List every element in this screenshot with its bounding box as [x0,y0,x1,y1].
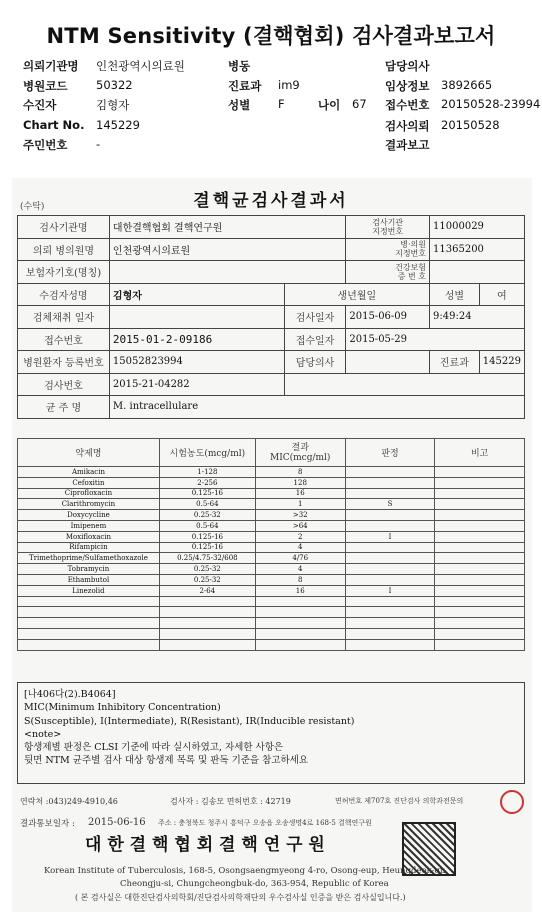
col-remark: 비고 [435,439,525,467]
name-value: 김형자 [109,283,284,306]
hospital-code-label: 병·의원 지정번호 [346,238,430,261]
name-label: 수검자성명 [18,283,110,306]
result-interpretation [345,553,435,564]
result-interpretation: S [345,499,435,510]
sex-value-cell: 여 [479,283,524,306]
report-label: 결과보고 [385,138,430,152]
patient-reg-label: 병원환자 등록번호 [18,351,110,374]
result-row [18,499,525,510]
test-date-label: 검사일자 [284,306,346,329]
result-mic [255,596,345,607]
address-en-2: Cheongju-si, Chungcheongbuk-do, 363-954, Republic of Korea [120,879,389,889]
result-mic: 4 [255,564,345,575]
chart-no-value: 145229 [96,118,140,132]
result-drug [18,596,160,607]
result-range: 2-64 [159,585,255,596]
result-row [18,574,525,585]
specialist: 면허번호 제707호 진단검사 의학과전문의 [335,797,464,805]
note-line: S(Susceptible), I(Intermediate), R(Resistant), IR(Inducible resistant) [24,715,355,727]
result-interpretation [345,520,435,531]
result-row [18,628,525,639]
result-drug: Clarithromycin [18,499,160,510]
note-line: 항생제별 판정은 CLSI 기준에 따라 실시하였고, 자세한 사항은 [24,742,284,754]
receipt-date-value: 2015-05-29 [346,328,525,351]
result-interpretation [345,618,435,629]
result-remark [435,531,525,542]
result-remark [435,607,525,618]
report-date-value: 2015-06-16 [88,817,146,828]
result-remark [435,564,525,575]
scan-doctor-value [346,351,430,374]
result-range: 0.5-64 [159,520,255,531]
collect-value [109,306,284,329]
result-remark [435,488,525,499]
result-interpretation [345,564,435,575]
resident-no-label: 주민번호 [23,138,68,152]
result-interpretation [345,477,435,488]
accreditation-note: ( 본 검사실은 대한진단검사의학회/진단검사의학재단의 우수검사실 인증을 받은 검사실입니다.) [75,893,406,902]
result-drug: Amikacin [18,467,160,478]
result-mic: >32 [255,510,345,521]
result-row [18,639,525,650]
result-interpretation [345,607,435,618]
result-remark [435,574,525,585]
result-mic: 1 [255,499,345,510]
scan-dept-value: 145229 [479,351,524,374]
hospital-code-label: 병원코드 [23,79,68,93]
result-drug: Linezolid [18,585,160,596]
age-value: 67 [352,97,367,111]
result-remark [435,467,525,478]
hospital-code-value: 50322 [96,78,133,92]
doctor-label: 담당의사 [385,59,430,73]
result-remark [435,542,525,553]
result-row [18,531,525,542]
result-mic [255,639,345,650]
result-mic [255,618,345,629]
result-range [159,596,255,607]
test-date-value: 2015-06-09 [346,306,430,329]
result-remark [435,596,525,607]
request-date-value: 20150528 [441,118,500,132]
insurance-value [109,261,345,284]
result-mic: 128 [255,477,345,488]
dept-value: im9 [278,78,300,92]
result-mic: 2 [255,531,345,542]
scan-dept-label: 진료과 [430,351,480,374]
result-mic: >64 [255,520,345,531]
test-time-value: 9:49:24 [430,306,525,329]
result-range: 0.5-64 [159,499,255,510]
institution-label: 의뢰기관명 [23,59,79,73]
col-drug: 약제명 [18,439,160,467]
result-row [18,607,525,618]
result-row [18,467,525,478]
examinee-value: 김형자 [96,98,130,112]
patient-reg-value: 15052823994 [109,351,284,374]
age-label: 나이 [318,98,341,112]
result-row [18,477,525,488]
result-row [18,553,525,564]
address-kr: 주소 : 충청북도 청주시 흥덕구 오송읍 오송생명4로 168-5 결핵연구원 [158,819,372,827]
hospital-code-value: 11365200 [430,238,525,261]
resident-no-value: - [96,137,101,151]
result-interpretation: I [345,585,435,596]
result-range: 0.125-16 [159,531,255,542]
result-range [159,639,255,650]
note-line: MIC(Minimum Inhibitory Concentration) [24,702,221,714]
result-row [18,618,525,629]
result-remark [435,510,525,521]
result-remark [435,585,525,596]
result-drug: Moxifloxacin [18,531,160,542]
clinical-info-label: 임상정보 [385,79,430,93]
examinee-label: 수진자 [23,98,57,112]
result-mic [255,607,345,618]
specialist-seal [500,790,524,814]
result-mic: 4/76 [255,553,345,564]
result-mic: 16 [255,488,345,499]
result-range: 0.25/4.75-32/608 [159,553,255,564]
patient-info-table [17,215,525,419]
result-drug: Imipenem [18,520,160,531]
organism-label: 균 주 명 [18,396,110,419]
result-remark [435,628,525,639]
result-remark [435,553,525,564]
result-drug [18,628,160,639]
result-interpretation [345,542,435,553]
insurance-card-value [430,261,525,284]
result-range: 0.125-16 [159,488,255,499]
receipt-value: 2015-01-2-09186 [109,328,284,351]
note-line: <note> [24,728,62,740]
examiner: 검사자 : 김송모 면허번호 : 42719 [170,797,291,806]
reception-no-value: 20150528-23994 [441,97,541,111]
note-line: 뒷면 NTM 균주별 검사 대상 항생제 목록 및 판독 기준을 참고하세요 [24,755,308,767]
institution-value: 인천광역시의료원 [96,59,185,73]
insurance-card-label: 건강보험 증 번 호 [346,261,430,284]
scan-doc-title: 결핵균검사결과서 [193,191,349,211]
report-title: NTM Sensitivity (결핵협회) 검사결과보고서 [46,24,496,48]
result-interpretation [345,628,435,639]
result-mic: 4 [255,542,345,553]
collect-label: 검체채취 일자 [18,306,110,329]
birth-label: 생년월일 [284,283,429,306]
sex-value: F [278,97,285,111]
result-mic [255,628,345,639]
hospital-value: 인천광역시의료원 [109,238,345,261]
result-range: 0.125-16 [159,542,255,553]
result-interpretation [345,467,435,478]
result-drug: Doxycycline [18,510,160,521]
result-range: 0.25-32 [159,510,255,521]
result-drug: Rifampicin [18,542,160,553]
scan-doctor-label: 담당의사 [284,351,346,374]
result-remark [435,520,525,531]
notes-box [17,682,525,784]
result-interpretation [345,574,435,585]
sex-label: 성별 [228,98,251,112]
result-range [159,618,255,629]
test-no-blank [284,373,524,396]
result-row [18,542,525,553]
agency-code-label: 검사기관 지정번호 [346,216,430,239]
result-remark [435,499,525,510]
result-range: 0.25-32 [159,574,255,585]
contact: 연락처 :043)249-4910,46 [20,797,118,806]
receipt-label: 접수번호 [18,328,110,351]
result-row [18,585,525,596]
result-drug [18,639,160,650]
result-interpretation: I [345,531,435,542]
result-mic: 8 [255,467,345,478]
agency-value: 대한결핵협회 결핵연구원 [109,216,345,239]
hospital-label: 의뢰 병의원명 [18,238,110,261]
corner-label: (수탁) [20,202,45,212]
result-row [18,564,525,575]
result-range: 2-256 [159,477,255,488]
sex-label-cell: 성별 [430,283,480,306]
result-mic: 16 [255,585,345,596]
address-en-1: Korean Institute of Tuberculosis, 168-5, Osongsaengmyeong 4-ro, Osong-eup, Heungdeok-gu, [44,866,449,876]
result-drug [18,607,160,618]
col-interpretation: 판정 [345,439,435,467]
dept-label: 진료과 [228,79,262,93]
clinical-info-value: 3892665 [441,78,493,92]
result-drug: Ciprofloxacin [18,488,160,499]
result-row [18,488,525,499]
organism-value: M. intracellulare [109,396,524,419]
result-range [159,628,255,639]
receipt-date-label: 접수일자 [284,328,346,351]
result-remark [435,618,525,629]
agency-code-value: 11000029 [430,216,525,239]
test-no-value: 2015-21-04282 [109,373,284,396]
note-line: [나406다(2).B4064] [24,689,116,700]
result-row [18,510,525,521]
result-range: 0.25-32 [159,564,255,575]
reception-no-label: 접수번호 [385,98,430,112]
result-interpretation [345,488,435,499]
result-row [18,596,525,607]
col-range: 시험농도(mcg/ml) [159,439,255,467]
result-drug: Trimethoprime/Sulfamethoxazole [18,553,160,564]
result-remark [435,639,525,650]
result-interpretation [345,510,435,521]
result-mic: 8 [255,574,345,585]
result-drug: Tobramycin [18,564,160,575]
susceptibility-table [17,438,525,651]
result-interpretation [345,596,435,607]
result-drug: Cefoxitin [18,477,160,488]
ward-label: 병동 [228,59,251,73]
test-no-label: 검사번호 [18,373,110,396]
result-remark [435,477,525,488]
insurance-label: 보험자기호(명칭) [18,261,110,284]
result-drug [18,618,160,629]
chart-no-label: Chart No. [23,118,85,132]
result-drug: Ethambutol [18,574,160,585]
report-date-label: 결과통보일자 : [20,819,75,829]
result-range [159,607,255,618]
request-date-label: 검사의뢰 [385,119,430,133]
org-name: 대 한 결 핵 협 회 결 핵 연 구 원 [85,835,325,855]
agency-label: 검사기관명 [18,216,110,239]
result-row [18,520,525,531]
result-range: 1-128 [159,467,255,478]
col-mic: 결과 MIC(mcg/ml) [255,439,345,467]
result-interpretation [345,639,435,650]
